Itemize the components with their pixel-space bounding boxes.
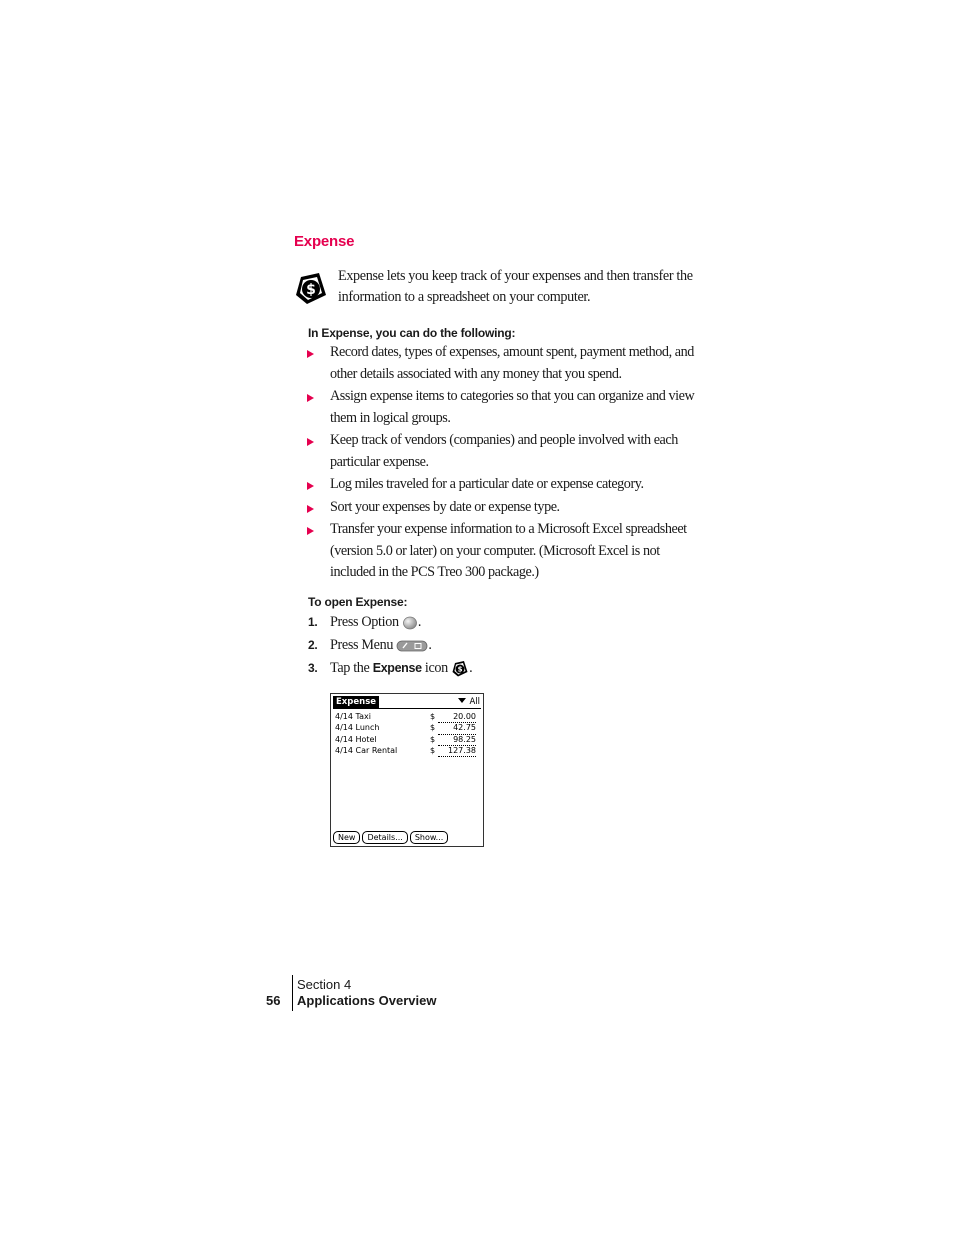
list-item: Transfer your expense information to a Microsoft Excel spreadsheet (version 5.0 or later) on your computer. (Microsoft Excel is not included in the PCS Treo 300 package.) [306, 519, 698, 584]
step-item: 3. Tap the Expense icon $ . [308, 660, 473, 676]
details-button[interactable]: Details... [362, 831, 407, 844]
bullet-triangle-icon [307, 438, 314, 446]
new-button[interactable]: New [333, 831, 360, 844]
option-key-icon [402, 616, 418, 630]
table-row[interactable]: 4/14 Taxi $ 20.00 [335, 712, 476, 722]
page-number: 56 [266, 993, 281, 1008]
svg-text:$: $ [306, 282, 316, 298]
svg-text:$: $ [457, 665, 463, 674]
intro-paragraph: Expense lets you keep track of your expenses and then transfer the information to a spreadsheet on your computer. [338, 268, 693, 305]
list-item: Sort your expenses by date or expense type. [306, 497, 698, 519]
open-steps-list [308, 611, 472, 680]
expense-table [335, 712, 476, 757]
show-button[interactable]: Show... [410, 831, 448, 844]
screen-title: Expense [333, 696, 379, 708]
expense-app-icon [451, 660, 469, 678]
section-title: Applications Overview [297, 993, 437, 1008]
table-row[interactable]: 4/14 Lunch $ 42.75 [335, 723, 476, 733]
list-item: Keep track of vendors (companies) and people involved with each particular expense. [306, 430, 698, 473]
bullet-triangle-icon [307, 394, 314, 402]
dropdown-arrow-icon [458, 698, 466, 703]
expense-screen [330, 693, 484, 847]
category-picker[interactable]: All [458, 696, 480, 708]
feature-list [306, 342, 698, 585]
bullet-triangle-icon [307, 505, 314, 513]
page-heading: Expense [294, 233, 355, 250]
footer-divider [292, 975, 293, 1011]
bullet-triangle-icon [307, 527, 314, 535]
open-steps-subheading: To open Expense: [308, 595, 408, 609]
menu-key-icon [396, 640, 428, 652]
bullet-triangle-icon [307, 350, 314, 358]
section-label: Section 4 [297, 977, 352, 992]
expense-app-icon [293, 271, 329, 307]
screen-button-bar [333, 831, 450, 844]
screen-title-bar [333, 696, 481, 709]
list-item: Log miles traveled for a particular date or expense category. [306, 474, 698, 496]
list-item: Record dates, types of expenses, amount spent, payment method, and other details associated with any money that you spend. [306, 342, 698, 385]
table-row[interactable]: 4/14 Car Rental $ 127.38 [335, 746, 476, 756]
list-item: Assign expense items to categories so that you can organize and view them in logical groups. [306, 386, 698, 429]
step-item: 2. Press Menu . [308, 637, 432, 653]
table-row[interactable]: 4/14 Hotel $ 98.25 [335, 734, 476, 744]
features-subheading: In Expense, you can do the following: [308, 326, 516, 340]
bullet-triangle-icon [307, 482, 314, 490]
step-item: 1. Press Option . [308, 614, 422, 630]
